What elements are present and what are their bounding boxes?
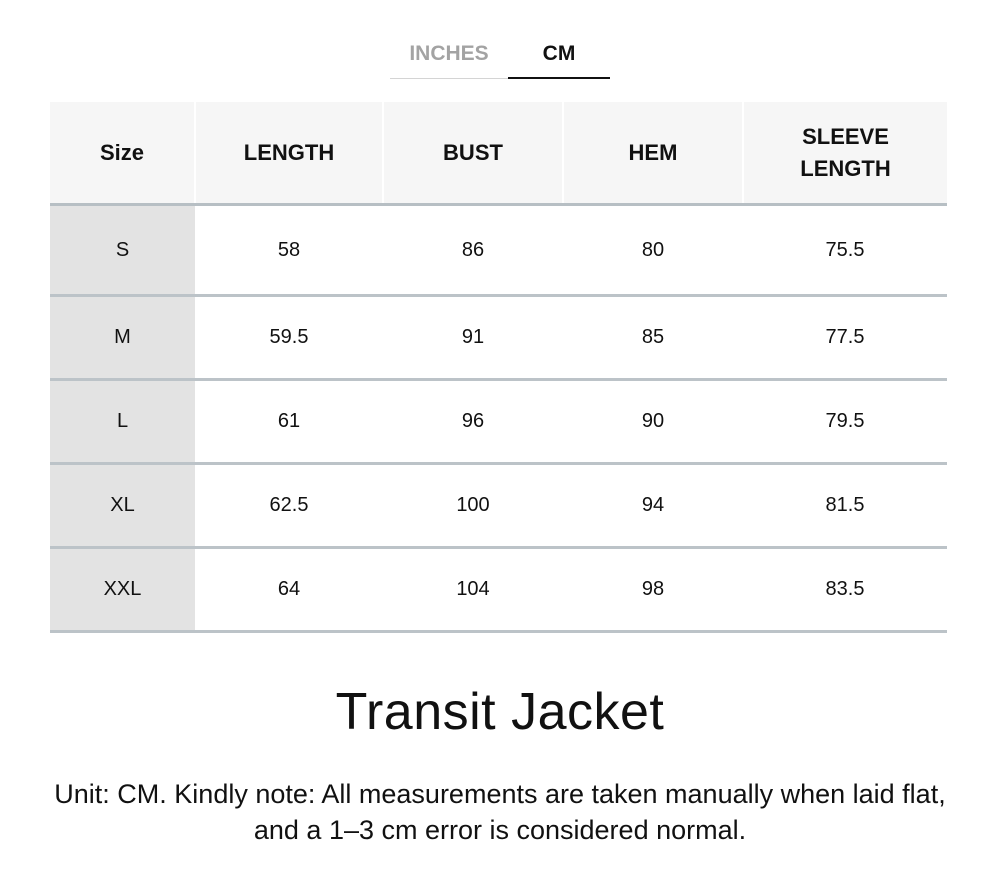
size-cell: XL [50, 464, 195, 548]
table-row [50, 464, 947, 548]
sleeve-length-cell: 75.5 [743, 205, 947, 296]
length-cell: 58 [195, 205, 383, 296]
tab-inches[interactable]: INCHES [390, 30, 508, 79]
product-title: Transit Jacket [335, 683, 665, 741]
header-length: LENGTH [195, 102, 383, 205]
bust-cell: 86 [383, 205, 563, 296]
hem-cell: 80 [563, 205, 743, 296]
table-row [50, 380, 947, 464]
size-cell: L [50, 380, 195, 464]
size-cell: M [50, 296, 195, 380]
unit-toggle [390, 30, 610, 80]
bust-cell: 104 [383, 548, 563, 632]
sleeve-length-cell: 79.5 [743, 380, 947, 464]
header-sleeve-length: SLEEVE LENGTH [743, 102, 947, 205]
size-cell: XXL [50, 548, 195, 632]
table-row [50, 296, 947, 380]
length-cell: 61 [195, 380, 383, 464]
sleeve-length-cell: 77.5 [743, 296, 947, 380]
hem-cell: 94 [563, 464, 743, 548]
table-header-row [50, 102, 947, 205]
sleeve-length-cell: 83.5 [743, 548, 947, 632]
length-cell: 62.5 [195, 464, 383, 548]
size-cell: S [50, 205, 195, 296]
hem-cell: 98 [563, 548, 743, 632]
tab-cm[interactable]: CM [508, 30, 610, 79]
measurement-note: Unit: CM. Kindly note: All measurements are taken manually when laid flat, and a 1–3 cm error is considered normal. [54, 779, 946, 845]
bust-cell: 96 [383, 380, 563, 464]
header-bust: BUST [383, 102, 563, 205]
sleeve-length-cell: 81.5 [743, 464, 947, 548]
bust-cell: 91 [383, 296, 563, 380]
hem-cell: 90 [563, 380, 743, 464]
bust-cell: 100 [383, 464, 563, 548]
length-cell: 64 [195, 548, 383, 632]
header-size: Size [50, 102, 195, 205]
table-row [50, 548, 947, 632]
hem-cell: 85 [563, 296, 743, 380]
table-row [50, 205, 947, 296]
header-hem: HEM [563, 102, 743, 205]
length-cell: 59.5 [195, 296, 383, 380]
size-chart-table [50, 102, 947, 633]
